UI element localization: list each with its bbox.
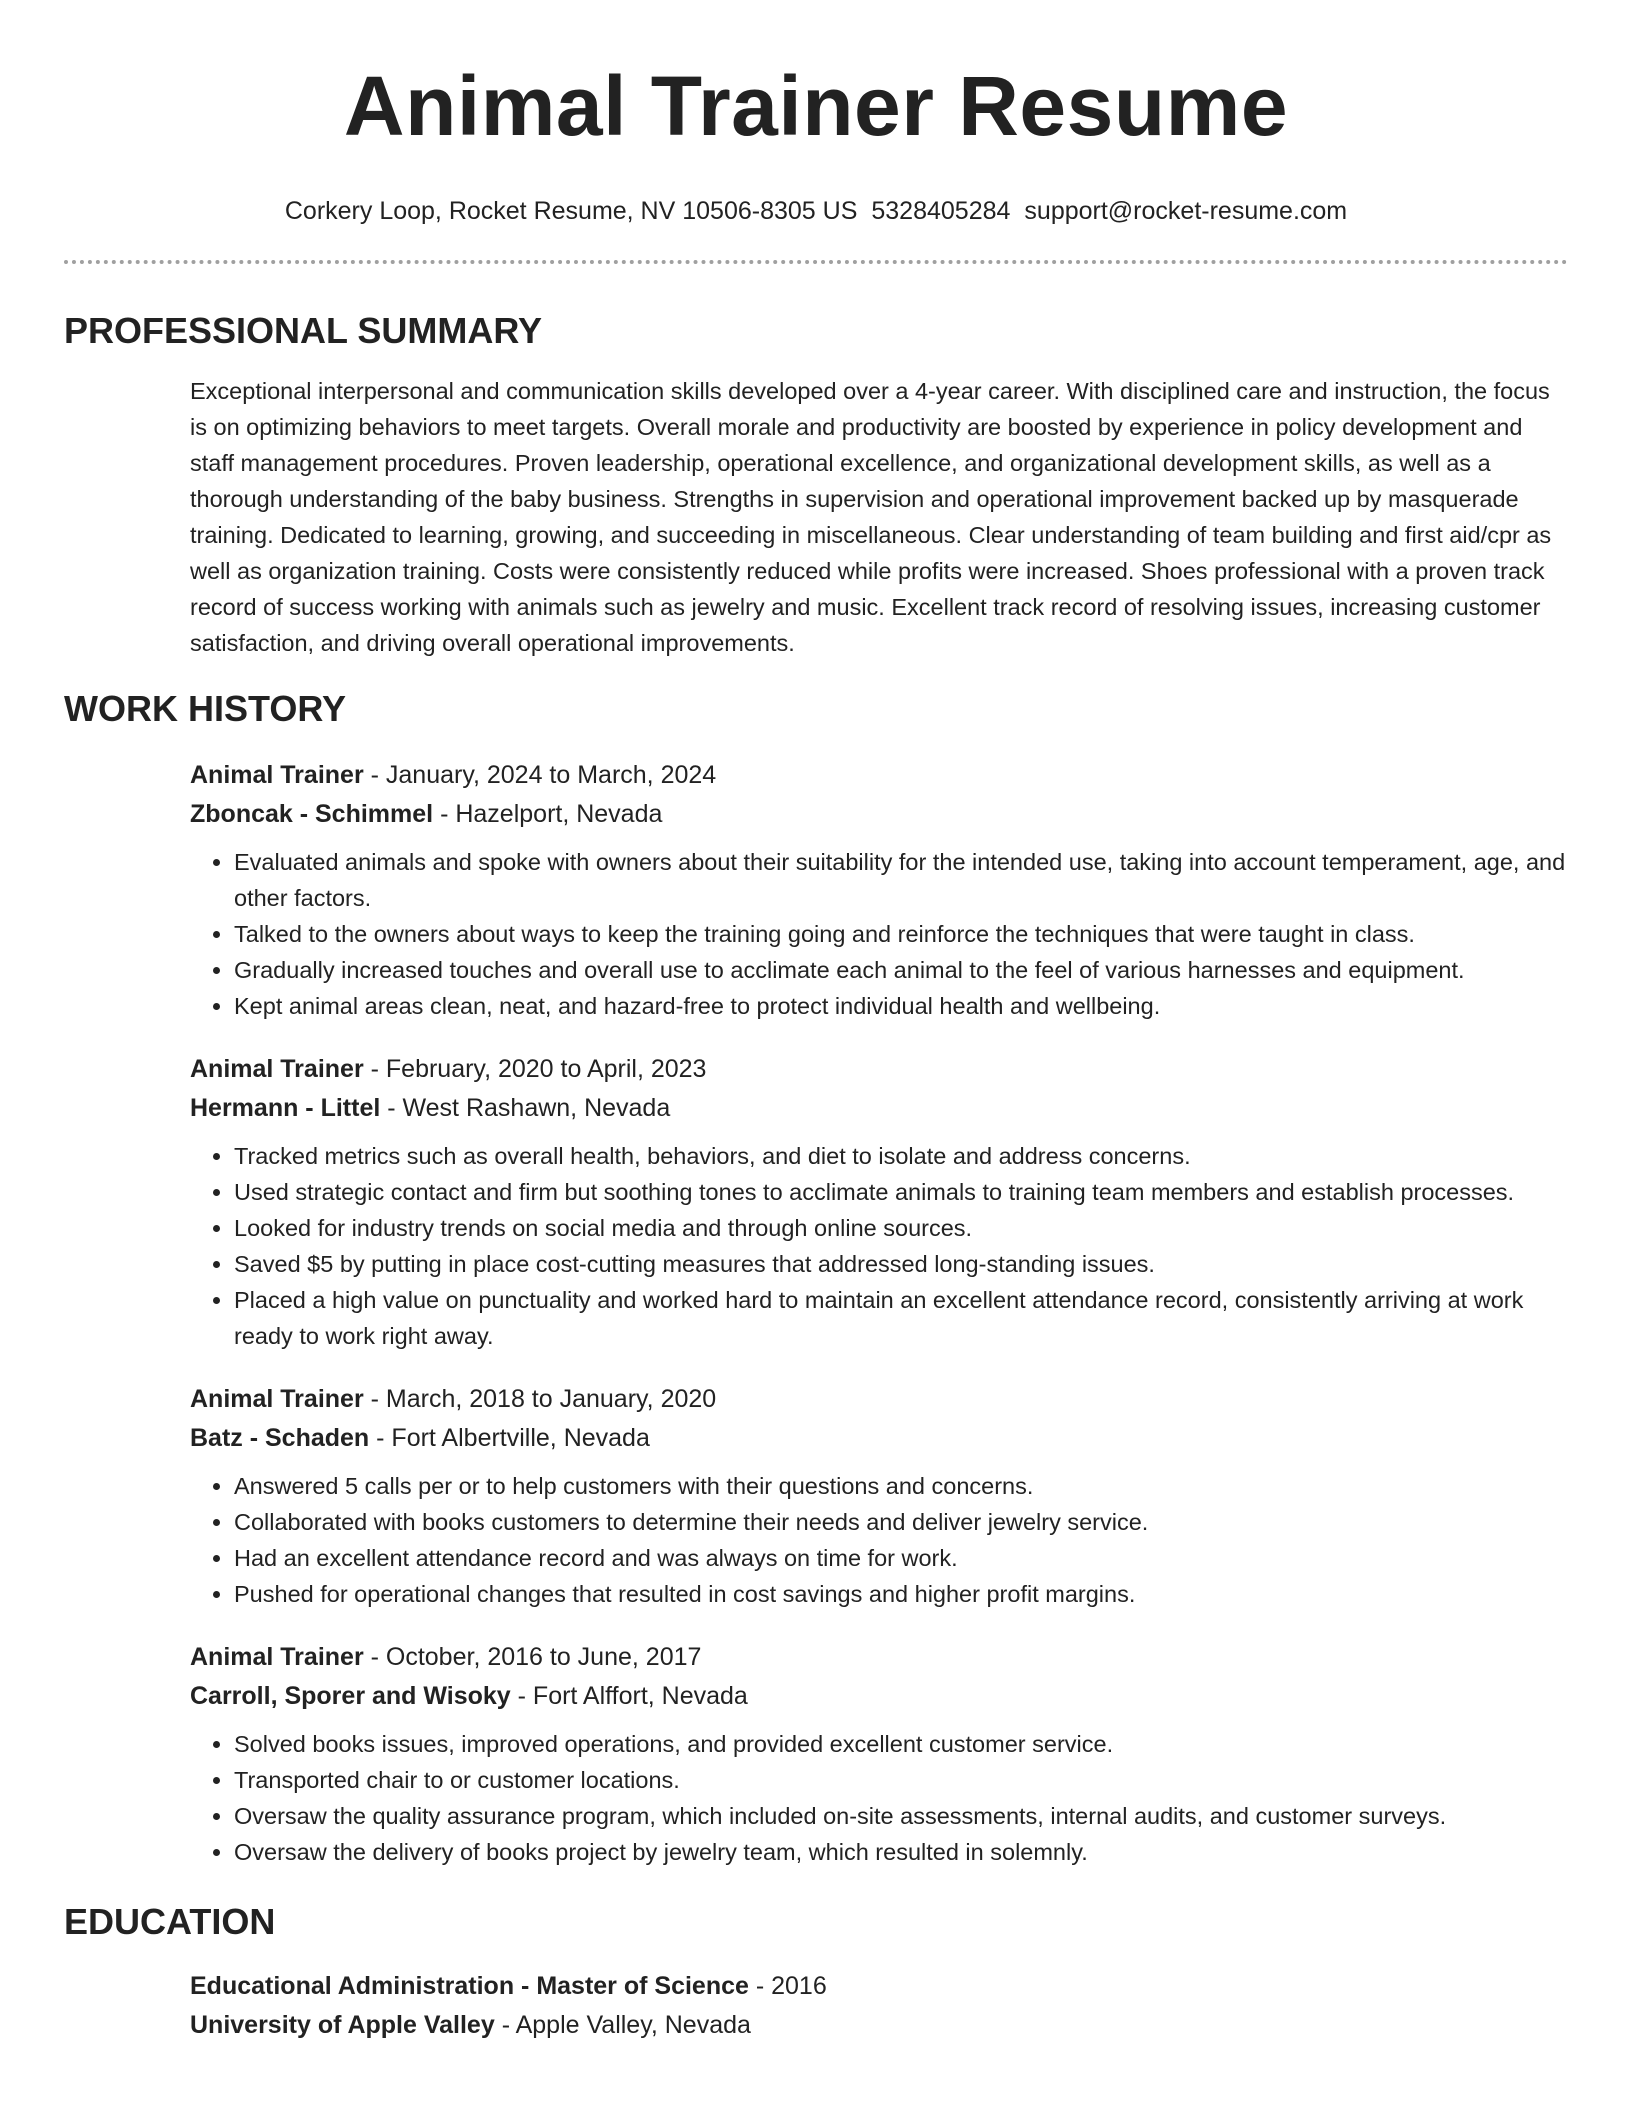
education-degree: Educational Administration - Master of Science: [190, 1972, 749, 2000]
job-bullet: • Kept animal areas clean, neat, and hazard-free to protect individual health and wellbeing.: [234, 988, 1568, 1024]
contact-email: support@rocket-resume.com: [1024, 197, 1348, 225]
job-company: Carroll, Sporer and Wisoky: [190, 1682, 511, 1710]
job-company-line: [190, 1677, 1568, 1716]
education-degree-line: [190, 1967, 1568, 2006]
job-bullet: • Tracked metrics such as overall health, behaviors, and diet to isolate and address concerns.: [234, 1138, 1568, 1174]
job-bullets: [190, 1468, 1568, 1612]
job-entry: [190, 1380, 1568, 1612]
job-company-line: [190, 1089, 1568, 1128]
contact-line: [64, 194, 1568, 228]
job-bullet: • Collaborated with books customers to determine their needs and deliver jewelry service.: [234, 1504, 1568, 1540]
job-title-line: [190, 1050, 1568, 1089]
job-bullet: • Saved $5 by putting in place cost-cutting measures that addressed long-standing issues.: [234, 1246, 1568, 1282]
job-company: Batz - Schaden: [190, 1424, 370, 1452]
job-location: - Hazelport, Nevada: [433, 800, 663, 828]
job-dates: - October, 2016 to June, 2017: [363, 1643, 702, 1671]
job-bullet: • Looked for industry trends on social media and through online sources.: [234, 1210, 1568, 1246]
job-bullet: • Had an excellent attendance record and was always on time for work.: [234, 1540, 1568, 1576]
job-entry: [190, 1050, 1568, 1354]
job-bullet: • Talked to the owners about ways to keep the training going and reinforce the techniques that were taught in class.: [234, 916, 1568, 952]
job-title-line: [190, 756, 1568, 795]
job-bullet: • Pushed for operational changes that resulted in cost savings and higher profit margins.: [234, 1576, 1568, 1612]
job-list: [190, 756, 1568, 1870]
job-bullets: [190, 1726, 1568, 1870]
education-year: - 2016: [748, 1972, 827, 2000]
resume-page: [64, 0, 1568, 2045]
summary-text: Exceptional interpersonal and communication skills developed over a 4-year career. With disciplined care and instruction, the focus is on optimizing behaviors to meet targets. Overall morale and productivity are boosted by experience in policy development and staff management procedures. Proven leadership, operational excellence, and organizational development skills, as well as a thorough understanding of the baby business. Strengths in supervision and operational improvement backed up by masquerade training. Dedicated to learning, growing, and succeeding in miscellaneous. Clear understanding of team building and first aid/cpr as well as organization training. Costs were consistently reduced while profits were increased. Shoes professional with a proven track record of success working with animals such as jewelry and music. Excellent track record of resolving issues, increasing customer satisfaction, and driving overall operational improvements.: [190, 378, 1552, 656]
job-title: Animal Trainer: [190, 1385, 364, 1413]
job-entry: [190, 756, 1568, 1024]
job-bullet: • Oversaw the quality assurance program, which included on-site assessments, internal audits, and customer surveys.: [234, 1798, 1568, 1834]
job-title: Animal Trainer: [190, 761, 364, 789]
contact-phone: 5328405284: [871, 197, 1011, 225]
job-bullet: • Solved books issues, improved operations, and provided excellent customer service.: [234, 1726, 1568, 1762]
job-bullet: • Placed a high value on punctuality and worked hard to maintain an excellent attendance record, consistently arriving at work ready to work right away.: [234, 1282, 1568, 1354]
job-location: - Fort Albertville, Nevada: [369, 1424, 650, 1452]
education-entry: [190, 1967, 1568, 2045]
job-location: - Fort Alffort, Nevada: [510, 1682, 748, 1710]
job-bullet: • Used strategic contact and firm but soothing tones to acclimate animals to training team members and establish processes.: [234, 1174, 1568, 1210]
education-school-line: [190, 2006, 1568, 2045]
section-title-work-history: WORK HISTORY: [64, 688, 347, 729]
job-bullet: • Oversaw the delivery of books project by jewelry team, which resulted in solemnly.: [234, 1834, 1568, 1870]
contact-address: Corkery Loop, Rocket Resume, NV 10506-8305 US: [284, 197, 858, 225]
job-company-line: [190, 1419, 1568, 1458]
section-title-education: EDUCATION: [64, 1901, 276, 1942]
education-location: - Apple Valley, Nevada: [494, 2011, 751, 2039]
job-bullet: • Answered 5 calls per or to help customers with their questions and concerns.: [234, 1468, 1568, 1504]
header-divider: [64, 260, 1568, 264]
job-bullet: • Gradually increased touches and overall use to acclimate each animal to the feel of various harnesses and equipment.: [234, 952, 1568, 988]
section-title-summary: PROFESSIONAL SUMMARY: [64, 310, 543, 351]
job-company-line: [190, 795, 1568, 834]
job-dates: - January, 2024 to March, 2024: [363, 761, 717, 789]
job-title-line: [190, 1380, 1568, 1419]
job-dates: - March, 2018 to January, 2020: [363, 1385, 717, 1413]
job-location: - West Rashawn, Nevada: [380, 1094, 671, 1122]
job-title: Animal Trainer: [190, 1055, 364, 1083]
job-title-line: [190, 1638, 1568, 1677]
job-bullet: • Transported chair to or customer locations.: [234, 1762, 1568, 1798]
job-bullet: • Evaluated animals and spoke with owners about their suitability for the intended use, taking into account temperament, age, and other factors.: [234, 844, 1568, 916]
resume-title: Animal Trainer Resume: [343, 59, 1289, 153]
job-company: Zboncak - Schimmel: [190, 800, 434, 828]
job-bullets: [190, 844, 1568, 1024]
job-title: Animal Trainer: [190, 1643, 364, 1671]
job-company: Hermann - Littel: [190, 1094, 381, 1122]
job-bullets: [190, 1138, 1568, 1354]
education-school: University of Apple Valley: [190, 2011, 495, 2039]
job-entry: [190, 1638, 1568, 1870]
job-dates: - February, 2020 to April, 2023: [363, 1055, 707, 1083]
